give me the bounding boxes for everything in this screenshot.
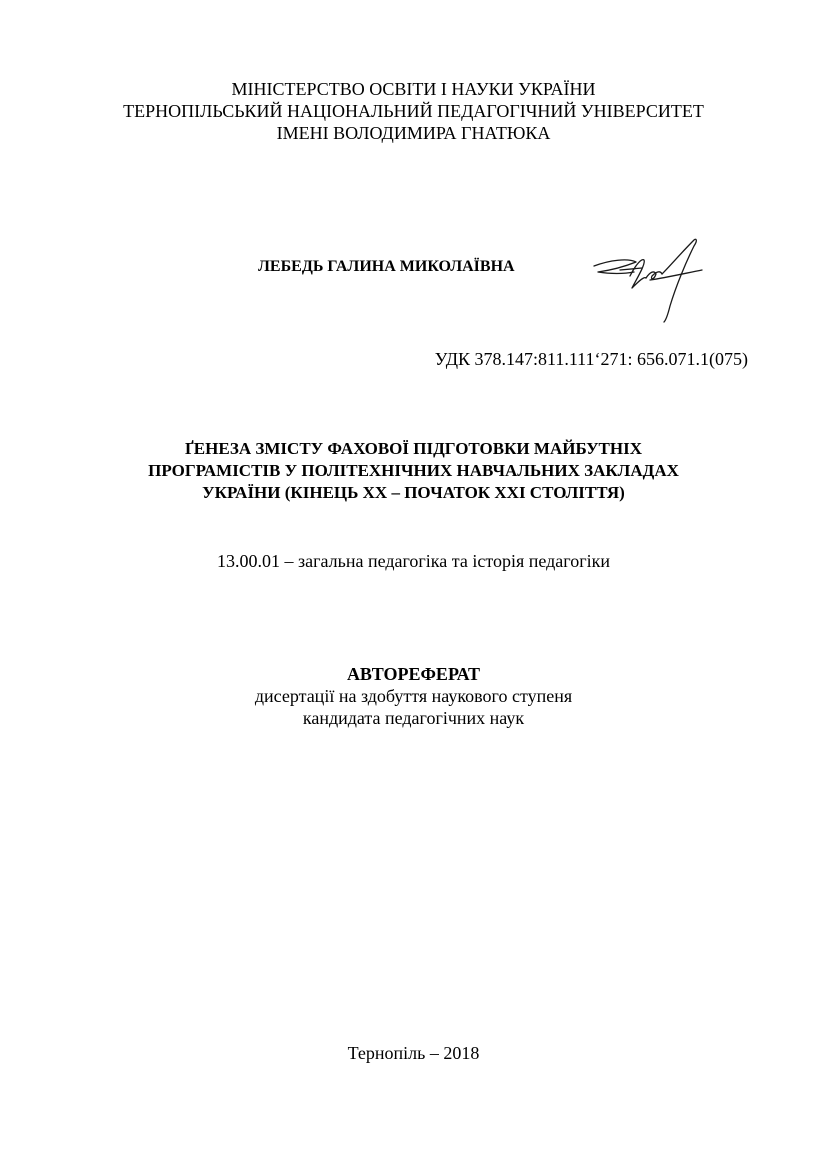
udc-code: УДК 378.147:811.111‘271: 656.071.1(075) (434, 349, 748, 369)
title-line: ҐЕНЕЗА ЗМІСТУ ФАХОВОЇ ПІДГОТОВКИ МАЙБУТНІХ (184, 439, 643, 458)
dissertation-title (0, 438, 827, 504)
place-and-year: Тернопіль – 2018 (347, 1043, 480, 1063)
specialty-code: 13.00.01 – загальна педагогіка та історія педагогіки (217, 551, 610, 571)
institution-header (0, 78, 827, 144)
university-name-line1: ТЕРНОПІЛЬСЬКИЙ НАЦІОНАЛЬНИЙ ПЕДАГОГІЧНИЙ УНІВЕРСИТЕТ (123, 101, 704, 121)
abstract-heading: АВТОРЕФЕРАТ (346, 664, 481, 684)
author-signature (590, 236, 710, 324)
abstract-line: кандидата педагогічних наук (302, 708, 525, 728)
abstract-line: дисертації на здобуття наукового ступеня (254, 686, 573, 706)
abstract-block (0, 663, 827, 729)
ministry-name: МІНІСТЕРСТВО ОСВІТИ І НАУКИ УКРАЇНИ (231, 79, 596, 99)
author-name: ЛЕБЕДЬ ГАЛИНА МИКОЛАЇВНА (258, 258, 515, 275)
university-name-line2: ІМЕНІ ВОЛОДИМИРА ГНАТЮКА (276, 123, 551, 143)
title-line: ПРОГРАМІСТІВ У ПОЛІТЕХНІЧНИХ НАВЧАЛЬНИХ ЗАКЛАДАХ (148, 461, 679, 480)
title-line: УКРАЇНИ (КІНЕЦЬ ХХ – ПОЧАТОК ХХІ СТОЛІТТЯ) (202, 483, 625, 502)
